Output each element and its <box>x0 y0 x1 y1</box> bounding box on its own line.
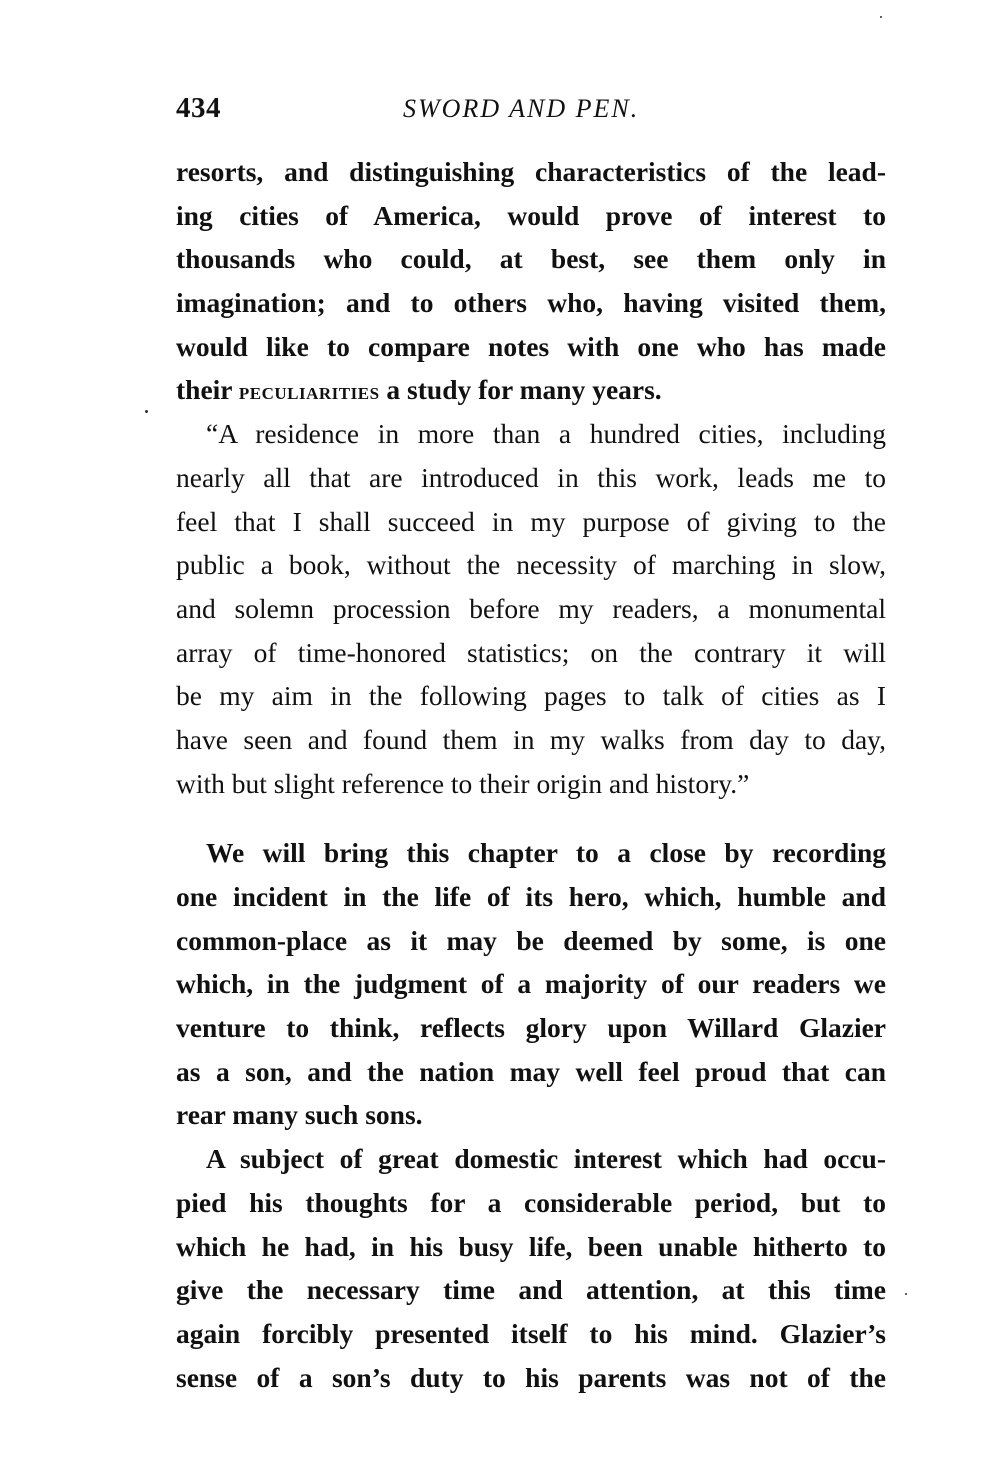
text-line: give the necessary time and attention, at this time <box>176 1274 886 1306</box>
text-line: pied his thoughts for a considerable period, but to <box>176 1186 886 1218</box>
text-line: resorts, and distinguishing characteristics of the lead- <box>176 156 886 187</box>
text-line: array of time-honored statistics; on the contrary it will <box>176 636 886 668</box>
text-line: nearly all that are introduced in this work, leads me to <box>176 461 886 493</box>
text-fragment: their <box>176 374 239 406</box>
text-line: and solemn procession before my readers, a monumental <box>176 592 886 624</box>
text-line: rear many such sons. <box>176 1099 423 1131</box>
text-line: which, in the judgment of a majority of our readers we <box>176 968 886 1000</box>
text-line: imagination; and to others who, having visited them, <box>176 287 886 319</box>
text-line: one incident in the life of its hero, which, humble and <box>176 881 886 912</box>
text-line: “A residence in more than a hundred cities, including <box>206 418 886 450</box>
text-line: as a son, and the nation may well feel proud that can <box>176 1055 886 1087</box>
text-line: which he had, in his busy life, been unable hitherto to <box>176 1230 886 1262</box>
running-title: SWORD AND PEN. <box>403 94 640 123</box>
scan-speck <box>905 1293 907 1295</box>
text-line: We will bring this chapter to a close by recording <box>206 837 886 869</box>
text-line: thousands who could, at best, see them only in <box>176 243 886 275</box>
text-line: have seen and found them in my walks from day to day, <box>176 723 886 755</box>
page-number: 434 <box>176 92 221 124</box>
text-line: again forcibly presented itself to his mind. Glazier’s <box>176 1317 886 1349</box>
page-header <box>176 92 886 132</box>
paragraph-2-quotation <box>176 412 886 805</box>
body-text <box>176 150 886 1399</box>
text-line: A subject of great domestic interest which had occu- <box>206 1143 886 1175</box>
scan-speck <box>145 410 148 413</box>
text-line: feel that I shall succeed in my purpose of giving to the <box>176 505 886 537</box>
text-line: sense of a son’s duty to his parents was not of the <box>176 1361 886 1393</box>
text-line: ing cities of America, would prove of interest to <box>176 199 886 231</box>
text-line: venture to think, reflects glory upon Willard Glazier <box>176 1012 886 1044</box>
paragraph-gap <box>176 805 886 831</box>
text-line <box>176 368 886 412</box>
text-line: common-place as it may be deemed by some, is one <box>176 924 886 956</box>
paragraph-3 <box>176 831 886 1137</box>
paragraph-1 <box>176 150 886 412</box>
paragraph-4 <box>176 1137 886 1399</box>
text-fragment: a study for many years. <box>379 374 662 406</box>
small-caps-word: peculiarities <box>238 378 380 406</box>
scan-speck <box>880 16 882 18</box>
text-line: be my aim in the following pages to talk of cities as I <box>176 680 886 712</box>
text-line: public a book, without the necessity of marching in slow, <box>176 549 886 581</box>
text-line: would like to compare notes with one who has made <box>176 330 886 362</box>
text-line: with but slight reference to their origin and history.” <box>176 767 750 799</box>
